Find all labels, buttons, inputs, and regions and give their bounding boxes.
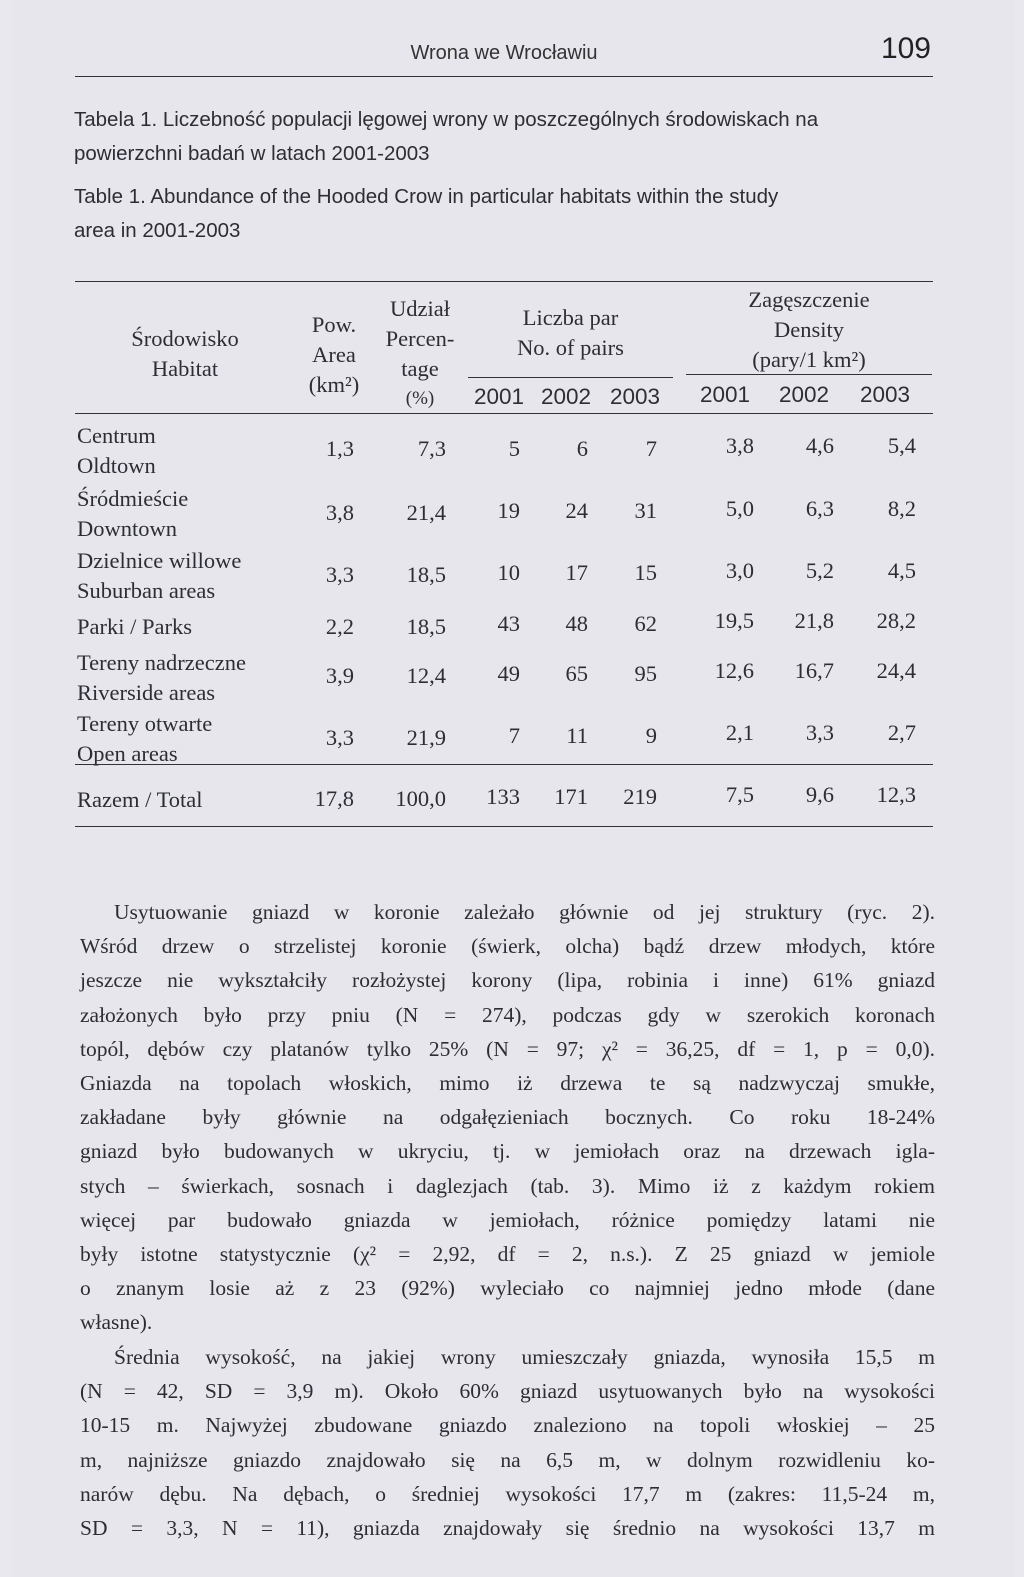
density-2003: 4,5 xyxy=(887,558,916,583)
text-line: stych – świerkach, sosnach i daglezjach (tab. 3). Mimo iż z każdym rokiem xyxy=(80,1173,935,1198)
total-pairs-2002: 171 xyxy=(554,784,588,809)
density-2003: 2,7 xyxy=(887,720,916,745)
pairs-2003: 62 xyxy=(634,611,657,636)
pairs-2002: 17 xyxy=(565,560,588,585)
text-line: m, najniższe gniazdo znajdowało się na 6,5 m, w dolnym rozwidleniu ko- xyxy=(80,1447,935,1472)
density-2003: 24,4 xyxy=(876,658,916,683)
area-value: 3,8 xyxy=(325,500,354,525)
pairs-2002: 11 xyxy=(566,723,588,748)
header-pairs-year-2002: 2002 xyxy=(541,384,592,409)
density-2003: 8,2 xyxy=(887,496,916,521)
habitat-en: Oldtown xyxy=(77,453,156,478)
percentage-value: 7,3 xyxy=(417,436,446,461)
habitat-pl: Tereny otwarte xyxy=(77,711,213,736)
text-line: o znanym losie aż z 23 (92%) wyleciało co najmniej jedno młode (dane xyxy=(80,1276,935,1301)
habitat-pl: Parki / Parks xyxy=(77,614,192,639)
habitat-en: Suburban areas xyxy=(77,578,216,603)
density-2002: 21,8 xyxy=(794,608,834,633)
header-pct-en1: Percen- xyxy=(385,326,455,351)
percentage-value: 18,5 xyxy=(406,562,446,587)
text-line: więcej par budowało gniazda w jemiołach, różnice pomiędzy latami nie xyxy=(80,1207,935,1232)
caption-en-line2: area in 2001-2003 xyxy=(74,219,241,242)
text-line: (N = 42, SD = 3,9 m). Około 60% gniazd usytuowanych było na wysokości xyxy=(80,1379,935,1404)
caption-pl-line1: Tabela 1. Liczebność populacji lęgowej wrony w poszczególnych środowiskach na xyxy=(74,108,819,131)
percentage-value: 12,4 xyxy=(406,663,446,688)
pairs-2001: 19 xyxy=(497,498,520,523)
pairs-2003: 95 xyxy=(634,661,657,686)
text-line: SD = 3,3, N = 11), gniazda znajdowały się średnio na wysokości 13,7 m xyxy=(80,1516,935,1541)
text-line: Gniazda na topolach włoskich, mimo iż drzewa te są nadzwyczaj smukłe, xyxy=(80,1071,935,1096)
header-area-pl: Pow. xyxy=(311,312,357,337)
pairs-subrule xyxy=(468,377,673,378)
density-2001: 2,1 xyxy=(725,720,754,745)
text-line: Usytuowanie gniazd w koronie zależało głównie od jej struktury (ryc. 2). xyxy=(114,900,935,924)
header-pct-en2: tage xyxy=(401,356,439,381)
pairs-2003: 31 xyxy=(634,498,657,523)
percentage-value: 21,4 xyxy=(406,500,446,525)
total-label: Razem / Total xyxy=(77,787,203,812)
header-pairs-year-2001: 2001 xyxy=(474,384,525,409)
habitat-en: Riverside areas xyxy=(77,680,216,705)
header-habitat-pl: Środowisko xyxy=(131,326,239,351)
text-line: założonych było przy pniu (N = 274), podczas gdy w szerokich koronach xyxy=(80,1002,935,1027)
total-percentage: 100,0 xyxy=(395,786,446,811)
pairs-2003: 7 xyxy=(645,436,657,461)
header-density-en: Density xyxy=(774,317,844,342)
header-habitat xyxy=(105,324,265,384)
header-pairs-en: No. of pairs xyxy=(517,335,624,360)
habitat-pl: Centrum xyxy=(77,423,156,448)
caption-polish xyxy=(74,103,934,171)
header-density xyxy=(686,285,932,375)
pairs-2001: 7 xyxy=(508,723,520,748)
density-2002: 3,3 xyxy=(805,720,834,745)
text-line: topól, dębów czy platanów tylko 25% (N = 97; χ² = 36,25, df = 1, p = 0,0). xyxy=(80,1036,935,1061)
header-habitat-en: Habitat xyxy=(151,356,219,381)
header-pct-unit: (%) xyxy=(405,388,435,409)
pairs-2002: 48 xyxy=(565,611,588,636)
density-2003: 5,4 xyxy=(887,433,916,458)
density-2002: 4,6 xyxy=(805,433,834,458)
habitat-pl: Dzielnice willowe xyxy=(77,548,242,573)
body-paragraph-2 xyxy=(80,1340,935,1545)
total-density-2002: 9,6 xyxy=(805,782,834,807)
pairs-2001: 5 xyxy=(508,436,520,461)
pairs-2003: 15 xyxy=(634,560,657,585)
text-line: własne). xyxy=(80,1310,153,1335)
total-area: 17,8 xyxy=(314,786,354,811)
header-density-year-2002: 2002 xyxy=(779,382,830,407)
body-paragraph-1 xyxy=(80,895,935,1340)
text-line: zakładane były głównie na odgałęzieniach bocznych. Co roku 18-24% xyxy=(80,1105,935,1130)
area-value: 3,3 xyxy=(325,562,354,587)
header-density-year-2001: 2001 xyxy=(700,382,751,407)
total-density-2001: 7,5 xyxy=(725,782,754,807)
page-header xyxy=(75,32,933,77)
density-2001: 12,6 xyxy=(714,658,754,683)
density-2002: 16,7 xyxy=(794,658,834,683)
density-2001: 19,5 xyxy=(714,608,754,633)
density-2002: 6,3 xyxy=(805,496,834,521)
total-pairs-2001: 133 xyxy=(486,784,520,809)
header-area-en: Area xyxy=(312,342,356,367)
caption-pl-line2: powierzchni badań w latach 2001-2003 xyxy=(74,142,430,165)
area-value: 3,3 xyxy=(325,725,354,750)
text-line: Wśród drzew o strzelistej koronie (świerk, olcha) bądź drzew młodych, które xyxy=(80,934,935,959)
running-title: Wrona we Wrocławiu xyxy=(410,42,598,64)
text-line: gniazd było budowanych w ukryciu, tj. w jemiołach oraz na drzewach igla- xyxy=(80,1139,935,1164)
header-density-pl: Zagęszczenie xyxy=(748,287,870,312)
percentage-value: 18,5 xyxy=(406,614,446,639)
density-2001: 3,8 xyxy=(725,433,754,458)
caption-english xyxy=(74,180,934,248)
pairs-2002: 6 xyxy=(576,436,588,461)
text-line: 10-15 m. Najwyżej zbudowane gniazdo znaleziono na topoli włoskiej – 25 xyxy=(80,1413,935,1438)
text-line: narów dębu. Na dębach, o średniej wysokości 17,7 m (zakres: 11,5-24 m, xyxy=(80,1481,935,1506)
total-density-2003: 12,3 xyxy=(876,782,916,807)
density-2003: 28,2 xyxy=(876,608,916,633)
area-value: 1,3 xyxy=(325,436,354,461)
table-top-rule xyxy=(75,281,933,282)
header-area-unit: (km²) xyxy=(308,372,360,397)
header-pairs-pl: Liczba par xyxy=(522,305,619,330)
density-2001: 3,0 xyxy=(725,558,754,583)
header-pairs-year-2003: 2003 xyxy=(610,384,661,409)
text-line: były istotne statystycznie (χ² = 2,92, df = 2, n.s.). Z 25 gniazd w jemiole xyxy=(80,1242,935,1267)
header-pairs xyxy=(468,303,673,363)
pairs-2002: 24 xyxy=(565,498,588,523)
area-value: 3,9 xyxy=(325,663,354,688)
percentage-value: 21,9 xyxy=(406,725,446,750)
header-density-year-2003: 2003 xyxy=(860,382,911,407)
density-2001: 5,0 xyxy=(725,496,754,521)
habitat-en: Open areas xyxy=(77,741,178,766)
text-line: Średnia wysokość, na jakiej wrony umieszczały gniazda, wynosiła 15,5 m xyxy=(114,1345,935,1369)
density-2002: 5,2 xyxy=(805,558,834,583)
caption-en-line1: Table 1. Abundance of the Hooded Crow in particular habitats within the study xyxy=(74,185,779,208)
pairs-2001: 10 xyxy=(497,560,520,585)
header-pct-pl: Udział xyxy=(390,296,450,321)
table-total-rule xyxy=(75,764,933,765)
pairs-2003: 9 xyxy=(645,723,657,748)
page-number: 109 xyxy=(880,32,931,65)
text-line: jeszcze nie wykształciły rozłożystej korony (lipa, robinia i inne) 61% gniazd xyxy=(80,968,935,993)
habitat-pl: Tereny nadrzeczne xyxy=(77,650,246,675)
total-pairs-2003: 219 xyxy=(623,784,657,809)
table-header-rule xyxy=(75,413,933,414)
pairs-2001: 49 xyxy=(497,661,520,686)
habitat-en: Downtown xyxy=(77,516,177,541)
table-bottom-rule xyxy=(75,826,933,827)
pairs-2002: 65 xyxy=(565,661,588,686)
header-density-unit: (pary/1 km²) xyxy=(752,347,866,372)
header-area xyxy=(294,310,374,400)
header-percentage xyxy=(370,294,470,414)
pairs-2001: 43 xyxy=(497,611,520,636)
area-value: 2,2 xyxy=(325,614,354,639)
habitat-pl: Śródmieście xyxy=(77,486,189,511)
